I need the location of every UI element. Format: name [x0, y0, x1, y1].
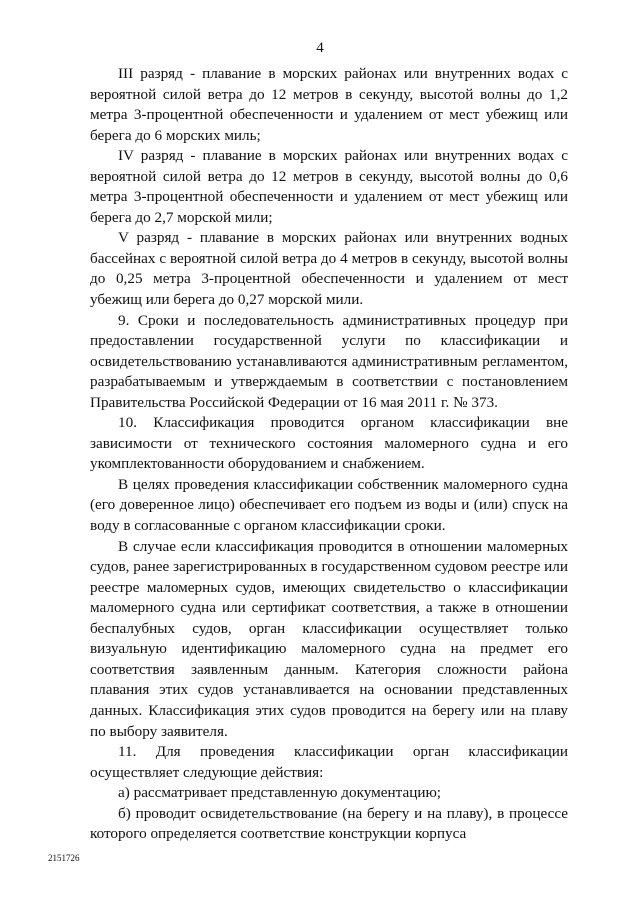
- paragraph-clause-9: 9. Сроки и последовательность административных процедур при предоставлении государственной услуги по классификации и освидетельствованию устанавливаются административным регламентом, разрабатываемым и утверждаемым в соответствии с постановлением Правительства Российской Федерации от 16 мая 2011 г. № 373.: [90, 311, 568, 411]
- page-number: 4: [316, 40, 324, 56]
- paragraph-clause-11: 11. Для проведения классификации орган классификации осуществляет следующие действия:: [90, 743, 568, 781]
- paragraph-registered-vessels: В случае если классификация проводится в отношении маломерных судов, ранее зарегистрированных в государственном судовом реестре или реестре маломерных судов, имеющих свидетельство о классификации маломерного судна или сертификат соответствия, а также в отношении беспалубных судов, орган классификации осуществляет только визуальную идентификацию маломерного судна на предмет его соответствия заявленным данным. Категория сложности района плавания этих судов устанавливается на основании представленных данных. Классификация этих судов проводится на берегу или на плаву по выбору заявителя.: [90, 537, 568, 740]
- paragraph-clause-10: 10. Классификация проводится органом классификации вне зависимости от технического состояния маломерного судна и его укомплектованности оборудованием и снабжением.: [90, 414, 568, 473]
- document-body: [90, 64, 568, 845]
- paragraph-item-a: а) рассматривает представленную документацию;: [118, 784, 442, 802]
- document-code: 2151726: [48, 853, 80, 863]
- paragraph-category-iv: IV разряд - плавание в морских районах или внутренних водах с вероятной силой ветра до 12 метров в секунду, высотой волны до 0,6 метра 3-процентной обеспеченности и удалением от мест убежищ или берега до 2,7 морской мили;: [90, 147, 568, 226]
- paragraph-category-v: V разряд - плавание в морских районах или внутренних водных бассейнах с вероятной силой ветра до 4 метров в секунду, высотой волны до 0,25 метра 3-процентной обеспеченности и удалением от мест убежищ или берега до 0,27 морской мили.: [90, 229, 568, 309]
- paragraph-item-b: б) проводит освидетельствование (на берегу и на плаву), в процессе которого определяется соответствие конструкции корпуса: [90, 804, 568, 843]
- paragraph-category-iii: III разряд - плавание в морских районах или внутренних водах с вероятной силой ветра до 12 метров в секунду, высотой волны до 1,2 метра 3-процентной обеспеченности и удалением от мест убежищ или берега до 6 морских миль;: [90, 65, 568, 144]
- paragraph-owner-obligation: В целях проведения классификации собственник маломерного судна (его доверенное лицо) обеспечивает его подъем из воды и (или) спуск на воду в согласованные с органом классификации сроки.: [90, 475, 568, 535]
